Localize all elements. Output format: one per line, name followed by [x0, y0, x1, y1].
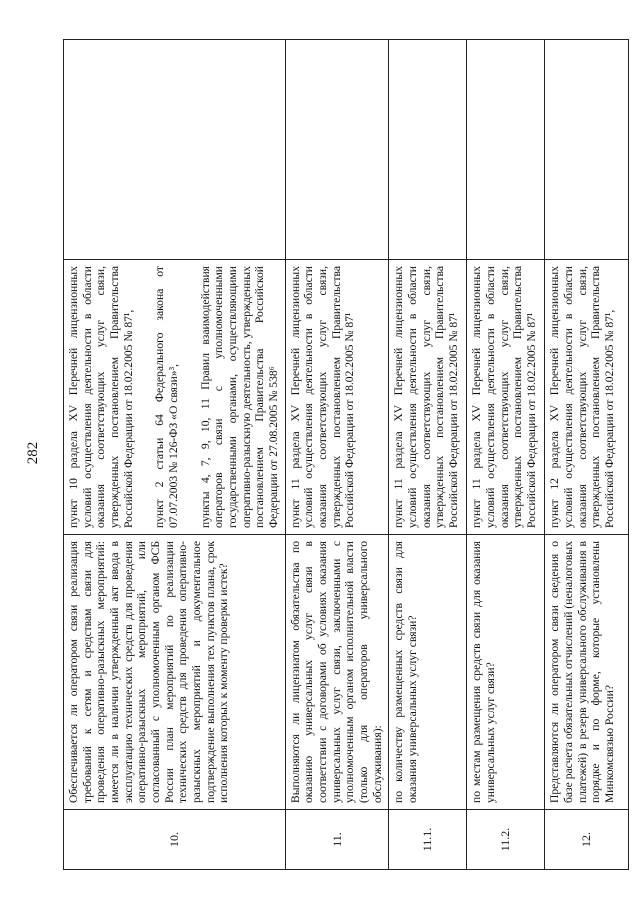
row-references — [64, 260, 286, 535]
row-question: Выполняются ли лицензиатом обязательства по оказанию универсальных услуг связи в соответствии с договорами об условиях оказания универсальных услуг связи, заключенными с уполномоченным органом исполнительной власти (только для операторов универсального обслуживания): — [285, 535, 389, 810]
checklist-table — [63, 39, 629, 870]
empty-cell — [467, 40, 545, 260]
reference-text: пункт 11 раздела XV Перечней лицензионных условий осуществления деятельности в области оказания соответствующих услуг связи, утвержденных постановлением Правительства Российской Федерации от 18.02.2005 № 87¹ — [288, 266, 357, 528]
row-references — [389, 260, 467, 535]
reference-text: пункты 4, 7, 9, 10, 11 Правил взаимодействия операторов связи с уполномоченными государственными органами, осуществляющими оперативно-разыскную деятельность, утвержденных постановлением Правительства Российской Федерации от 27.08.2005 № 538⁶ — [198, 266, 281, 528]
reference-text: пункт 12 раздела XV Перечней лицензионных условий осуществления деятельности в области оказания соответствующих услуг связи, утвержденных постановлением Правительства Российской Федерации от 18.02.2005 № 87¹, — [548, 266, 617, 528]
empty-cell — [545, 40, 629, 260]
reference-text: пункт 11 раздела XV Перечней лицензионных условий осуществления деятельности в области оказания соответствующих услуг связи, утвержденных постановлением Правительства Российской Федерации от 18.02.2005 № 87¹ — [392, 266, 461, 528]
rotated-document-page — [25, 28, 615, 878]
table-row — [467, 40, 545, 870]
reference-text: пункт 11 раздела XV Перечней лицензионных условий осуществления деятельности в области оказания соответствующих услуг связи, утвержденных постановлением Правительства Российской Федерации от 18.02.2005 № 87¹ — [470, 266, 539, 528]
reference-text: пункт 2 статьи 64 Федерального закона от 07.07.2003 № 126-ФЗ «О связи»³, — [153, 266, 181, 528]
row-question: по местам размещения средств связи для оказания универсальных услуг связи? — [467, 535, 545, 810]
row-number: 11.1. — [389, 810, 467, 870]
row-question: Обеспечивается ли оператором связи реализация требований к сетям и средствам связи для проведения оперативно-разыскных мероприятий: имеется ли в наличии утвержденный акт ввода в эксплуатацию технических средств для проведения оперативно-разыскных мероприятий, или согласованный с уполномоченным органом ФСБ России план мероприятий по реализации технических средств для проведения оперативно-разыскных мероприятий и документальное подтверждение выполнения тех пунктов плана, срок исполнения которых к моменту проверки истек? — [64, 535, 286, 810]
empty-cell — [64, 40, 286, 260]
empty-cell — [285, 40, 389, 260]
table-row — [389, 40, 467, 870]
row-question: Представляются ли оператором связи сведения о базе расчета обязательных отчислений (неналоговых платежей) в резерв универсального обслуживания в порядке и по форме, которые установлены Минкомсвязью России? — [545, 535, 629, 810]
page-number: 282 — [25, 441, 41, 465]
table-row — [285, 40, 389, 870]
reference-text: пункт 10 раздела XV Перечней лицензионных условий осуществления деятельности в области оказания соответствующих услуг связи, утвержденных постановлением Правительства Российской Федерации от 18.02.2005 № 87¹, — [67, 266, 135, 528]
table-row — [64, 40, 286, 870]
row-number: 11. — [285, 810, 389, 870]
row-question: по количеству размещенных средств связи для оказания универсальных услуг связи? — [389, 535, 467, 810]
empty-cell — [389, 40, 467, 260]
row-references — [285, 260, 389, 535]
table-row — [545, 40, 629, 870]
row-number: 10. — [64, 810, 286, 870]
row-references — [545, 260, 629, 535]
row-number: 12. — [545, 810, 629, 870]
row-number: 11.2. — [467, 810, 545, 870]
row-references — [467, 260, 545, 535]
